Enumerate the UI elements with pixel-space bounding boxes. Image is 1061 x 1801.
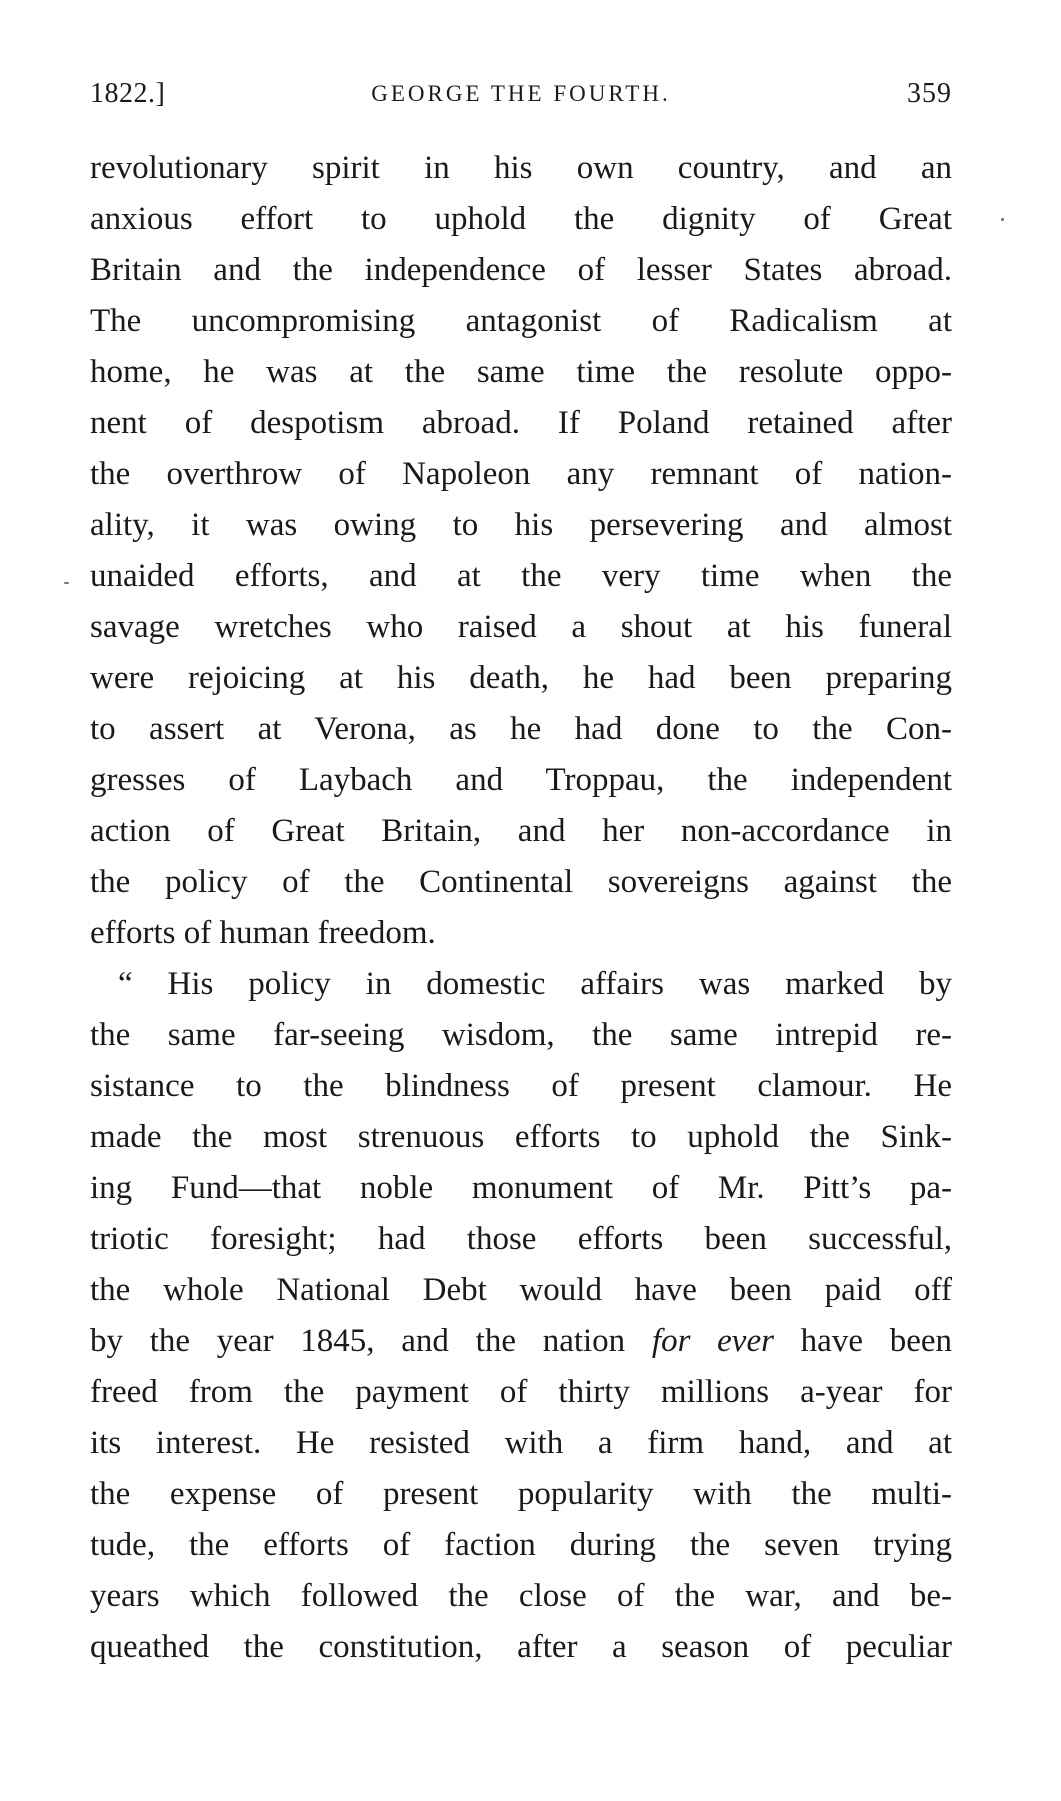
text-line: years which followed the close of the war, and be-: [90, 1578, 952, 1614]
text-line: revolutionary spirit in his own country, and an: [90, 150, 952, 186]
text-line: to assert at Verona, as he had done to the Con-: [90, 711, 952, 747]
text-line: The uncompromising antagonist of Radicalism at: [90, 303, 952, 339]
text-line: its interest. He resisted with a firm hand, and at: [90, 1425, 952, 1461]
text-line: ality, it was owing to his persevering and almost: [90, 507, 952, 543]
running-head-date: 1822.]: [90, 78, 166, 109]
page-number: 359: [907, 78, 952, 109]
text-line: anxious effort to uphold the dignity of Great: [90, 201, 952, 237]
text-line: the policy of the Continental sovereigns against the: [90, 864, 952, 900]
running-head: [90, 74, 952, 114]
text-line: efforts of human freedom.: [90, 915, 436, 951]
text-line: [90, 1316, 952, 1367]
margin-speck: [64, 582, 69, 584]
text-line: sistance to the blindness of present clamour. He: [90, 1068, 952, 1104]
text-line: the same far-seeing wisdom, the same intrepid re-: [90, 1017, 952, 1053]
body-text: [90, 143, 952, 1673]
text-line: gresses of Laybach and Troppau, the independent: [90, 762, 952, 798]
text-line: queathed the constitution, after a season of peculiar: [90, 1629, 952, 1665]
text-line: freed from the payment of thirty millions a-year for: [90, 1374, 952, 1410]
text-line: tude, the efforts of faction during the seven trying: [90, 1527, 952, 1563]
text-line: home, he was at the same time the resolute oppo-: [90, 354, 952, 390]
text-line: were rejoicing at his death, he had been preparing: [90, 660, 952, 696]
paragraph: [90, 959, 952, 1673]
margin-speck: [1001, 218, 1004, 221]
text-line: action of Great Britain, and her non-accordance in: [90, 813, 952, 849]
text-line: the whole National Debt would have been paid off: [90, 1272, 952, 1308]
text-line: ing Fund—that noble monument of Mr. Pitt’s pa-: [90, 1170, 952, 1206]
text-segment: have been: [773, 1323, 952, 1359]
running-head-title: GEORGE THE FOURTH.: [371, 81, 671, 106]
text-line: made the most strenuous efforts to uphold the Sink-: [90, 1119, 952, 1155]
text-line: savage wretches who raised a shout at his funeral: [90, 609, 952, 645]
text-line: triotic foresight; had those efforts been successful,: [90, 1221, 952, 1257]
text-line: the expense of present popularity with the multi-: [90, 1476, 952, 1512]
text-line: Britain and the independence of lesser States abroad.: [90, 252, 952, 288]
text-line: the overthrow of Napoleon any remnant of nation-: [90, 456, 952, 492]
paragraph: [90, 143, 952, 959]
text-line: “ His policy in domestic affairs was marked by: [118, 966, 952, 1002]
italic-text: for ever: [651, 1323, 774, 1359]
text-line: nent of despotism abroad. If Poland retained after: [90, 405, 952, 441]
text-line: unaided efforts, and at the very time when the: [90, 558, 952, 594]
text-segment: by the year 1845, and the nation: [90, 1323, 652, 1359]
